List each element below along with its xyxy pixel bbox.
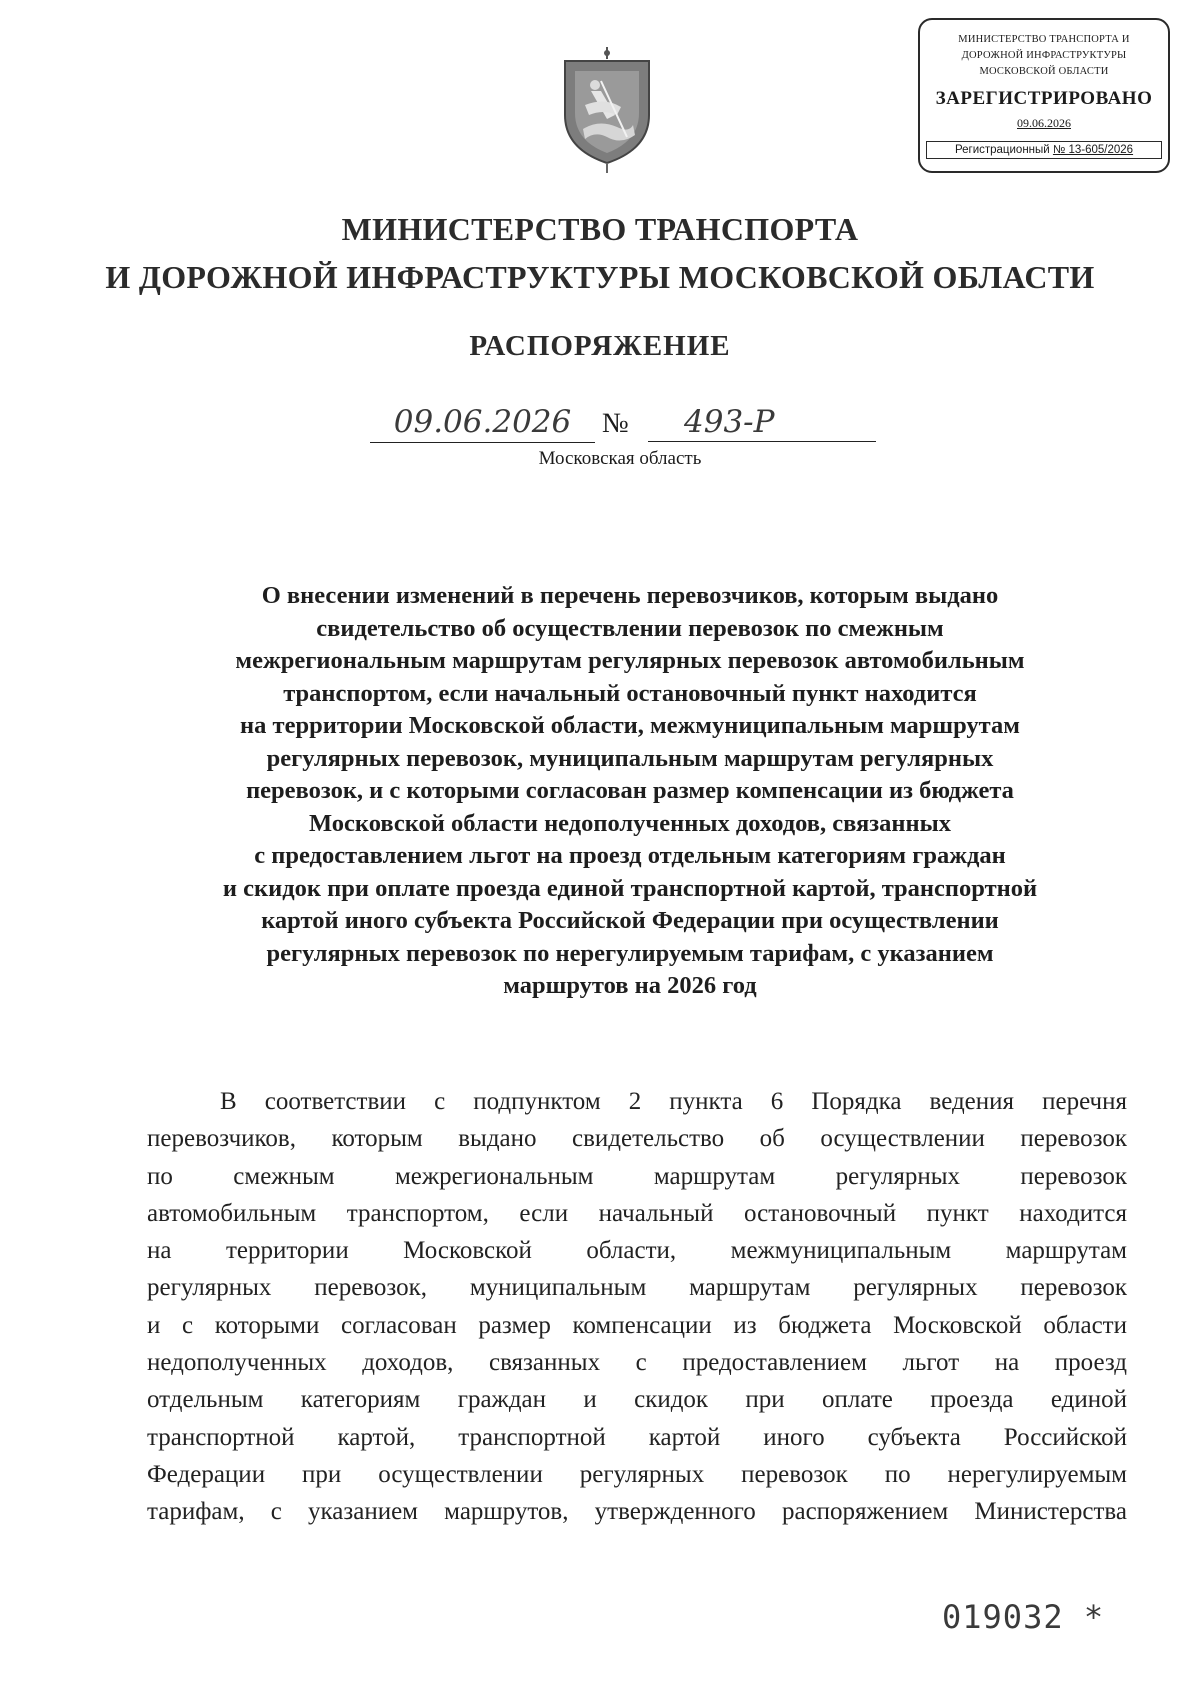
subject-line: регулярных перевозок, муниципальным маршрутам регулярных	[266, 744, 994, 772]
stamp-org-line: ДОРОЖНОЙ ИНФРАСТРУКТУРЫ	[961, 50, 1127, 61]
body-line: недополученных доходов, связанных с предоставлением льгот на проезд	[147, 1349, 1127, 1377]
body-line: перевозчиков, которым выдано свидетельство об осуществлении перевозок	[147, 1125, 1127, 1153]
stamp-date: 09.06.2026	[1017, 116, 1071, 130]
body-line: по смежным межрегиональным маршрутам регулярных перевозок	[147, 1162, 1127, 1190]
subject-line: на территории Московской области, межмуниципальным маршрутам	[240, 712, 1020, 739]
subject-line: с предоставлением льгот на проезд отдельным категориям граждан	[254, 842, 1006, 869]
stamp-org-line: МОСКОВСКОЙ ОБЛАСТИ	[979, 66, 1109, 77]
coat-of-arms-icon	[555, 45, 659, 175]
number-sign: №	[602, 408, 629, 439]
body-line: регулярных перевозок, муниципальным маршрутам регулярных перевозок	[147, 1274, 1127, 1302]
ministry-title-line: И ДОРОЖНОЙ ИНФРАСТРУКТУРЫ МОСКОВСКОЙ ОБЛАСТИ	[105, 259, 1095, 295]
subject-line: и скидок при оплате проезда единой транспортной картой, транспортной	[222, 874, 1038, 902]
document-number: 493-Р	[648, 402, 876, 442]
ministry-title	[0, 205, 1200, 301]
document-date: 09.06.2026	[370, 402, 595, 443]
subject-line: перевозок, и с которыми согласован размер компенсации из бюджета	[246, 777, 1014, 804]
subject-line: картой иного субъекта Российской Федерации при осуществлении	[261, 907, 999, 934]
serial-number: 019032 *	[942, 1598, 1105, 1636]
document-type: РАСПОРЯЖЕНИЕ	[469, 330, 731, 362]
body-line: Федерации при осуществлении регулярных перевозок по нерегулируемым	[147, 1460, 1127, 1488]
date-number-line	[0, 402, 1200, 446]
subject-line: транспортом, если начальный остановочный пункт находится	[283, 679, 977, 707]
subject-line: О внесении изменений в перечень перевозчиков, которым выдано	[261, 582, 999, 609]
subject-line: Московской области недополученных доходов, связанных	[308, 809, 951, 837]
subject-line: свидетельство об осуществлении перевозок по смежным	[316, 614, 944, 642]
body-line: В соответствии с подпунктом 2 пункта 6 Порядка ведения перечня	[220, 1088, 1127, 1115]
subject-line: регулярных перевозок по нерегулируемым тарифам, с указанием	[266, 939, 994, 967]
body-line: на территории Московской области, межмуниципальным маршрутам	[147, 1237, 1127, 1265]
body-line: транспортной картой, транспортной картой иного субъекта Российской	[147, 1423, 1127, 1451]
body-line: тарифам, с указанием маршрутов, утвержденного распоряжением Министерства	[147, 1498, 1127, 1526]
stamp-org-line: МИНИСТЕРСТВО ТРАНСПОРТА И	[958, 34, 1130, 45]
ministry-title-line: МИНИСТЕРСТВО ТРАНСПОРТА	[341, 211, 859, 247]
registration-stamp	[918, 18, 1170, 173]
body-line: и с которыми согласован размер компенсации из бюджета Московской области	[147, 1311, 1127, 1339]
subject-line: межрегиональным маршрутам регулярных перевозок автомобильным	[235, 647, 1025, 674]
body-paragraph	[147, 1083, 1127, 1531]
stamp-reg-number: № 13-605/2026	[1052, 144, 1134, 156]
document-subject	[150, 580, 1110, 1003]
stamp-reg-label: Регистрационный	[954, 144, 1050, 156]
body-line: отдельным категориям граждан и скидок при оплате проезда единой	[147, 1386, 1127, 1414]
body-line: автомобильным транспортом, если начальный остановочный пункт находится	[147, 1199, 1127, 1227]
stamp-reg-number-row	[926, 141, 1162, 159]
document-place: Московская область	[538, 448, 702, 469]
stamp-status: ЗАРЕГИСТРИРОВАНО	[935, 88, 1153, 109]
subject-line: маршрутов на 2026 год	[503, 972, 757, 999]
